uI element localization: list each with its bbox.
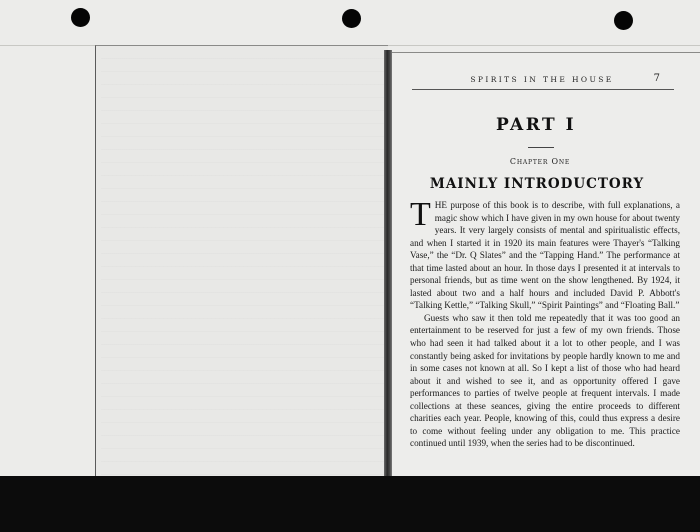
header-rule	[412, 89, 674, 90]
page-number: 7	[653, 73, 660, 84]
part-title: PART I	[495, 115, 577, 135]
body-text	[410, 196, 680, 450]
left-blank-page	[95, 45, 388, 478]
paragraph-2: Guests who saw it then told me repeatedly that it was too good an entertainment to be reserved for just a few of my own friends. Those who had seen it had talked about it a lot to other people, and I was constantly being asked for invitations by people hardly known to me and in some cases not known at all. So I kept a list of those who had heard about it and wished to see it, and as opportunity offered I gave performances to parties of twelve people at frequent intervals. I made collections at these seances, giving the entire proceeds to different charities each year. People, knowing of this, could thus express a desire to come without feeling under any obligation to me. This practice continued until 1939, when the series had to be discontinued.	[410, 312, 680, 449]
scanner-background	[0, 476, 700, 532]
chapter-title: MAINLY INTRODUCTORY	[429, 176, 645, 192]
punch-hole-right	[614, 11, 633, 30]
book-gutter	[384, 50, 392, 476]
paragraph-1	[410, 196, 680, 312]
right-text-page	[392, 52, 700, 477]
bleed-through-texture	[101, 46, 391, 476]
running-head: SPIRITS IN THE HOUSE	[470, 75, 614, 84]
chapter-label-text: Chapter One	[509, 157, 571, 166]
ornamental-rule	[528, 147, 554, 148]
paragraph-1-text: HE purpose of this book is to describe, with full explanations, a magic show which I have given in my own house for about twenty years. It very largely consists of mental and spiritualistic effects, and when I started it in 1920 its main features were Thayer's “Talking Vase,” the “Dr. Q Slates” and the “Tapping Hand.” The performance at that time lasted about an hour. In those days I presented it at intervals to personal friends, but as time went on the show lengthened. By 1924, it lasted about two and a half hours and included David P. Abbott's “Talking Kettle,” “Talking Skull,” “Spirit Paintings” and “Floating Ball.”	[410, 200, 680, 311]
punch-hole-center	[342, 9, 361, 28]
drop-cap: T	[410, 196, 431, 233]
punch-hole-left	[71, 8, 90, 27]
chapter-label	[392, 157, 688, 166]
